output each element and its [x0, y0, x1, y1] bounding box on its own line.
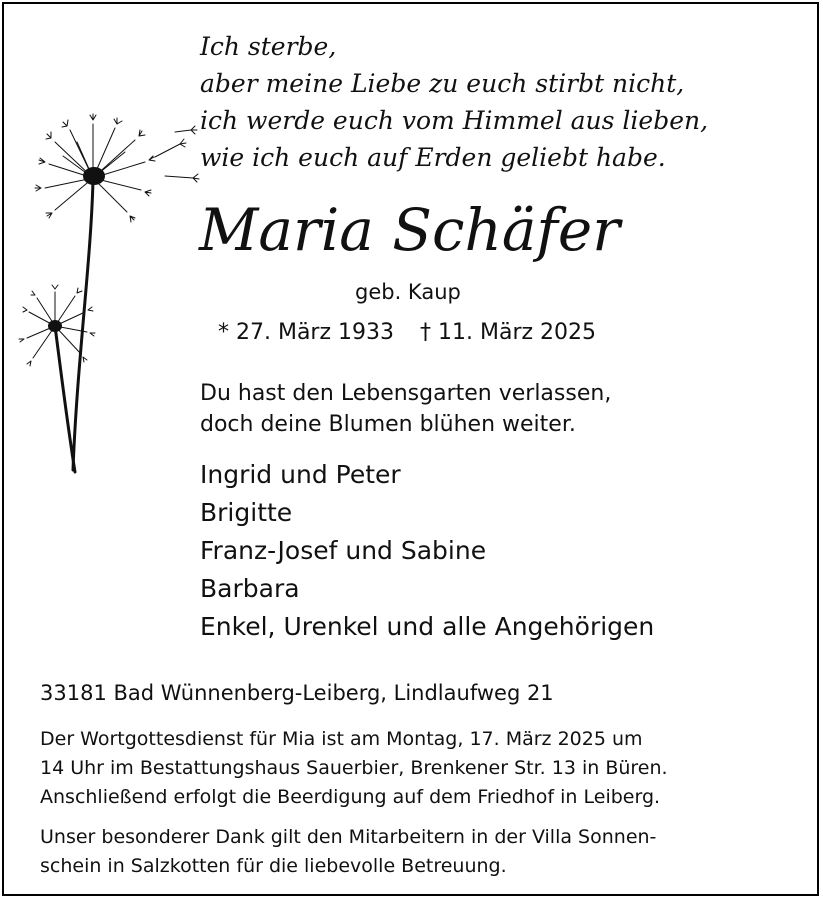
- thanks-note: [40, 823, 656, 881]
- mourner-entry: Enkel, Urenkel und alle Angehörigen: [200, 612, 655, 641]
- poem-line: aber meine Liebe zu euch stirbt nicht,: [200, 69, 685, 98]
- poem-line: ich werde euch vom Himmel aus lieben,: [200, 106, 709, 135]
- life-dates: [218, 318, 596, 348]
- mourner-entry: Brigitte: [200, 498, 293, 527]
- birth-date: * 27. März 1933: [218, 320, 395, 345]
- memorial-verse: [200, 378, 611, 440]
- deceased-name: Maria Schäfer: [199, 196, 620, 264]
- mourner-entry: Ingrid und Peter: [200, 460, 401, 489]
- service-line: 14 Uhr im Bestattungshaus Sauerbier, Brenkener Str. 13 in Büren.: [40, 757, 668, 779]
- mourners-list: [200, 456, 654, 646]
- service-info: [40, 725, 668, 812]
- mourner-entry: Franz-Josef und Sabine: [200, 536, 487, 565]
- maiden-name: geb. Kaup: [355, 280, 461, 304]
- poem-quote: [200, 28, 708, 176]
- poem-line: wie ich euch auf Erden geliebt habe.: [200, 143, 666, 172]
- service-line: Anschließend erfolgt die Beerdigung auf dem Friedhof in Leiberg.: [40, 786, 661, 808]
- verse-line: Du hast den Lebensgarten verlassen,: [200, 381, 612, 406]
- verse-line: doch deine Blumen blühen weiter.: [200, 412, 576, 437]
- poem-line: Ich sterbe,: [200, 32, 337, 61]
- dandelion-icon: [15, 112, 200, 482]
- family-address: 33181 Bad Wünnenberg-Leiberg, Lindlaufweg 21: [40, 681, 554, 705]
- death-date: † 11. März 2025: [420, 320, 597, 345]
- thanks-line: Unser besonderer Dank gilt den Mitarbeitern in der Villa Sonnen-: [40, 826, 657, 848]
- thanks-line: schein in Salzkotten für die liebevolle Betreuung.: [40, 855, 507, 877]
- mourner-entry: Barbara: [200, 574, 300, 603]
- service-line: Der Wortgottesdienst für Mia ist am Montag, 17. März 2025 um: [40, 728, 643, 750]
